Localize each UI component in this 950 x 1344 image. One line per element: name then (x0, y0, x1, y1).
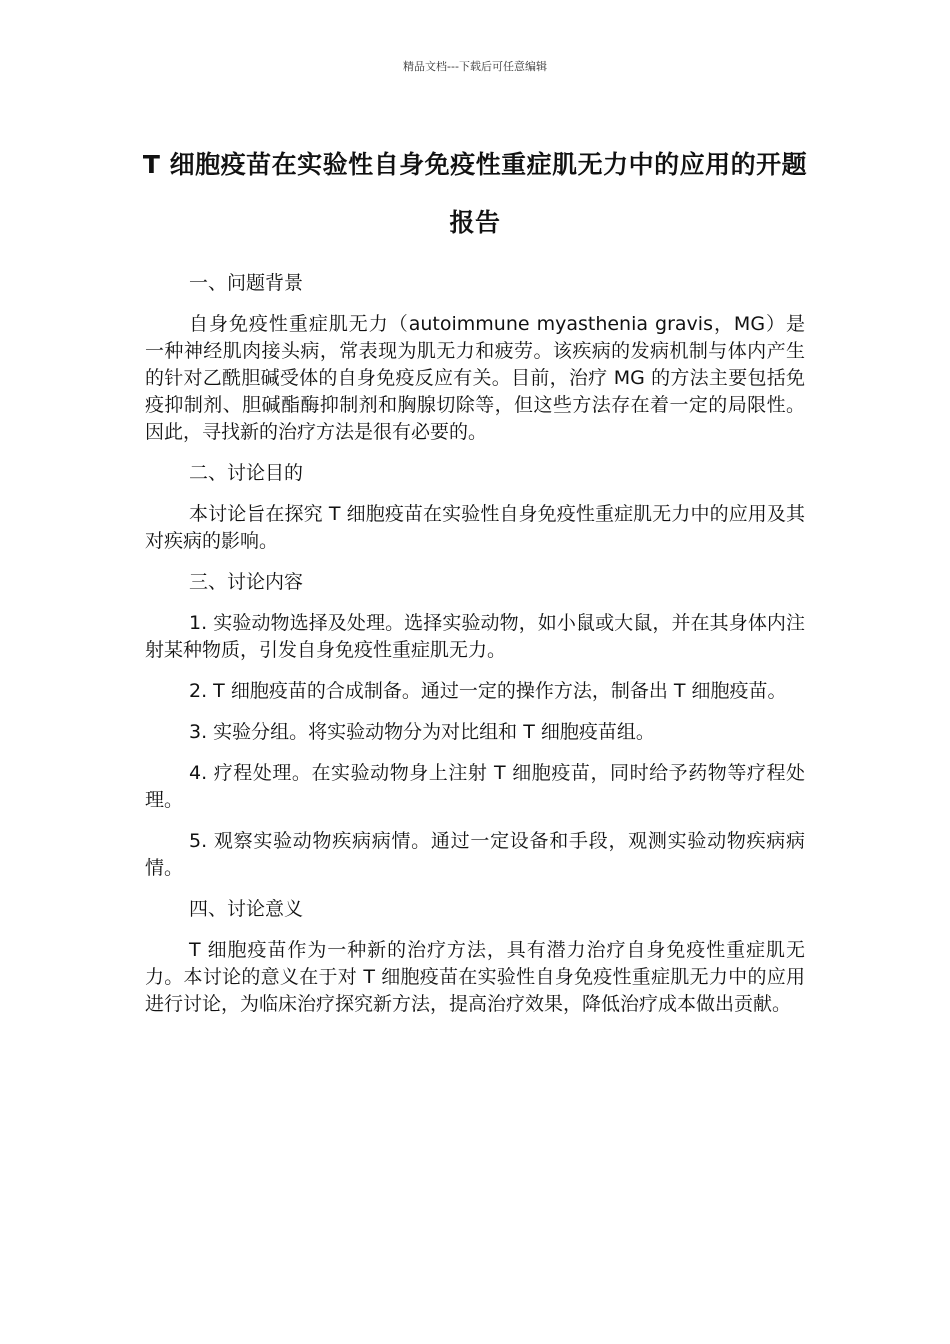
section-significance (145, 896, 805, 1018)
paragraph: T 细胞疫苗作为一种新的治疗方法，具有潜力治疗自身免疫性重症肌无力。本讨论的意义在于对 T 细胞疫苗在实验性自身免疫性重症肌无力中的应用进行讨论，为临床治疗探究新方法，提高治疗效果，降低治疗成本做出贡献。 (145, 939, 805, 1015)
document-body (145, 270, 805, 1032)
section-heading: 二、讨论目的 (189, 462, 304, 484)
list-item: 3. 实验分组。将实验动物分为对比组和 T 细胞疫苗组。 (189, 721, 655, 743)
list-item: 2. T 细胞疫苗的合成制备。通过一定的操作方法，制备出 T 细胞疫苗。 (189, 680, 787, 702)
section-purpose (145, 460, 805, 555)
paragraph: 自身免疫性重症肌无力（autoimmune myasthenia gravis，MG）是一种神经肌肉接头病，常表现为肌无力和疲劳。该疾病的发病机制与体内产生的针对乙酰胆碱受体的自身免疫反应有关。目前，治疗 MG 的方法主要包括免疫抑制剂、胆碱酯酶抑制剂和胸腺切除等，但这些方法存在着一定的局限性。因此，寻找新的治疗方法是很有必要的。 (145, 313, 805, 443)
section-heading: 一、问题背景 (189, 272, 304, 294)
paragraph: 本讨论旨在探究 T 细胞疫苗在实验性自身免疫性重症肌无力中的应用及其对疾病的影响。 (145, 503, 805, 552)
section-background (145, 270, 805, 446)
list-item: 1. 实验动物选择及处理。选择实验动物，如小鼠或大鼠，并在其身体内注射某种物质，引发自身免疫性重症肌无力。 (145, 612, 805, 661)
list-item: 4. 疗程处理。在实验动物身上注射 T 细胞疫苗，同时给予药物等疗程处理。 (145, 762, 805, 811)
header-note: 精品文档---下载后可任意编辑 (403, 60, 547, 73)
section-content (145, 569, 805, 882)
list-item: 5. 观察实验动物疾病病情。通过一定设备和手段，观测实验动物疾病病情。 (145, 830, 805, 879)
document-title: T 细胞疫苗在实验性自身免疫性重症肌无力中的应用的开题报告 (142, 150, 808, 237)
section-heading: 三、讨论内容 (189, 571, 304, 593)
section-heading: 四、讨论意义 (189, 898, 304, 920)
